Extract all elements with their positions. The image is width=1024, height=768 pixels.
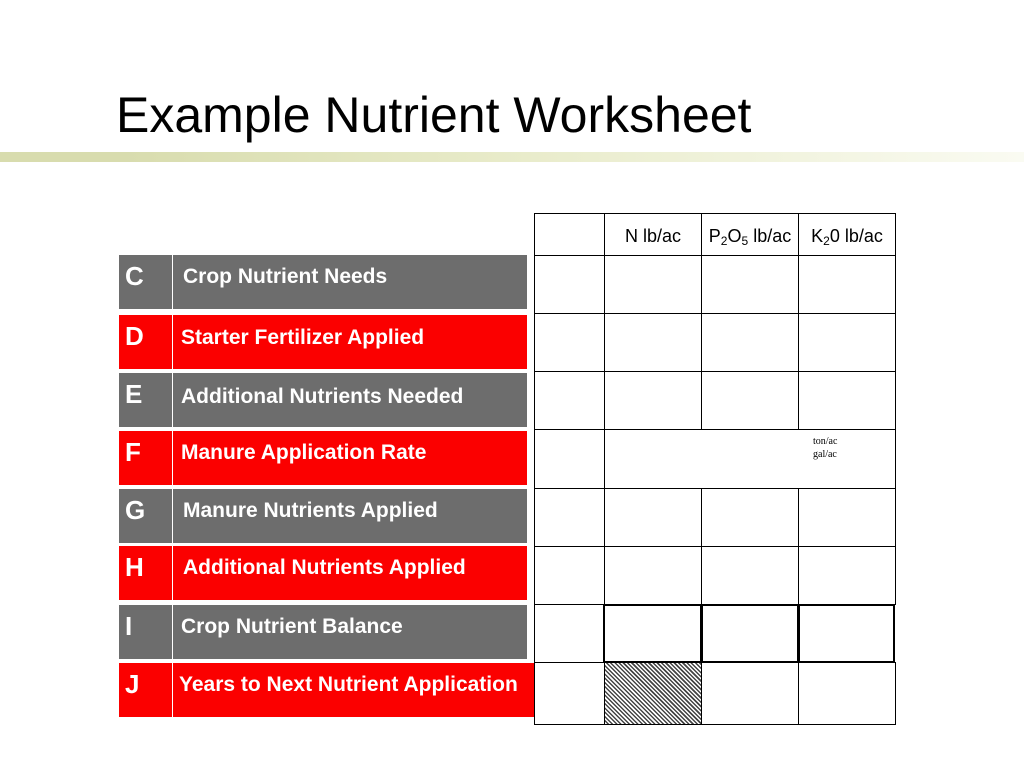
row-label: Years to Next Nutrient Application xyxy=(179,673,518,696)
cell-f-rate[interactable] xyxy=(604,429,896,489)
row-e xyxy=(118,372,528,428)
cell-j-k[interactable] xyxy=(798,662,896,725)
row-d xyxy=(118,314,528,370)
cell-h-n[interactable] xyxy=(604,546,702,605)
row-label: Additional Nutrients Needed xyxy=(181,385,464,408)
cell-c-n[interactable] xyxy=(604,255,702,314)
header-p-tail: lb/ac xyxy=(748,226,792,246)
row-letter: J xyxy=(119,663,173,717)
cell-d-n[interactable] xyxy=(604,313,702,372)
cell-d-p[interactable] xyxy=(701,313,799,372)
header-p-label: P xyxy=(708,226,721,246)
row-letter: F xyxy=(119,431,173,485)
page-title: Example Nutrient Worksheet xyxy=(116,87,752,143)
cell-c-p[interactable] xyxy=(701,255,799,314)
manure-unit-note xyxy=(813,435,837,461)
header-n xyxy=(604,213,702,256)
cell-g-blank[interactable] xyxy=(534,488,605,547)
row-label: Manure Application Rate xyxy=(181,441,427,464)
cell-h-blank[interactable] xyxy=(534,546,605,605)
unit-gal: gal/ac xyxy=(813,449,837,460)
row-label: Manure Nutrients Applied xyxy=(183,499,438,522)
cell-j-n-hatched xyxy=(604,662,702,725)
row-i xyxy=(118,604,528,660)
cell-c-k[interactable] xyxy=(798,255,896,314)
row-g xyxy=(118,488,528,544)
row-letter: E xyxy=(119,373,173,427)
unit-ton: ton/ac xyxy=(813,436,838,447)
header-k-tail: 0 lb/ac xyxy=(829,226,883,246)
row-label: Additional Nutrients Applied xyxy=(183,556,466,579)
cell-i-k[interactable] xyxy=(798,604,895,663)
row-h xyxy=(118,545,528,601)
row-j xyxy=(118,662,596,718)
header-k-sub: 2 xyxy=(823,234,830,248)
header-k2o xyxy=(798,213,896,256)
cell-f-blank[interactable] xyxy=(534,429,605,489)
cell-d-blank[interactable] xyxy=(534,313,605,372)
header-p2o5 xyxy=(701,213,799,256)
cell-i-blank[interactable] xyxy=(534,604,605,663)
cell-i-n[interactable] xyxy=(603,604,702,663)
row-letter: G xyxy=(119,489,173,543)
cell-e-n[interactable] xyxy=(604,371,702,430)
header-n-label: N lb/ac xyxy=(624,226,682,246)
row-letter: D xyxy=(119,315,173,369)
cell-g-p[interactable] xyxy=(701,488,799,547)
cell-h-k[interactable] xyxy=(798,546,896,605)
header-p-mid: O xyxy=(727,226,742,246)
cell-c-blank[interactable] xyxy=(534,255,605,314)
row-label: Starter Fertilizer Applied xyxy=(181,326,425,349)
cell-h-p[interactable] xyxy=(701,546,799,605)
row-label: Crop Nutrient Balance xyxy=(181,615,403,638)
header-k-label: K xyxy=(811,226,824,246)
cell-j-blank[interactable] xyxy=(534,662,605,725)
header-blank-cell xyxy=(534,213,605,256)
cell-e-k[interactable] xyxy=(798,371,896,430)
header-p-sub2: 5 xyxy=(741,234,749,248)
worksheet-table xyxy=(534,213,896,725)
cell-g-k[interactable] xyxy=(798,488,896,547)
cell-g-n[interactable] xyxy=(604,488,702,547)
row-c xyxy=(118,254,528,310)
header-p-sub: 2 xyxy=(720,234,728,248)
row-letter: H xyxy=(119,546,173,600)
row-f xyxy=(118,430,528,486)
cell-j-p[interactable] xyxy=(701,662,799,725)
cell-e-p[interactable] xyxy=(701,371,799,430)
row-letter: C xyxy=(119,255,173,309)
row-letter: I xyxy=(119,605,173,659)
title-underline-bar xyxy=(0,152,1024,162)
cell-e-blank[interactable] xyxy=(534,371,605,430)
cell-d-k[interactable] xyxy=(798,313,896,372)
row-label: Crop Nutrient Needs xyxy=(183,265,388,288)
cell-i-p[interactable] xyxy=(701,604,799,663)
